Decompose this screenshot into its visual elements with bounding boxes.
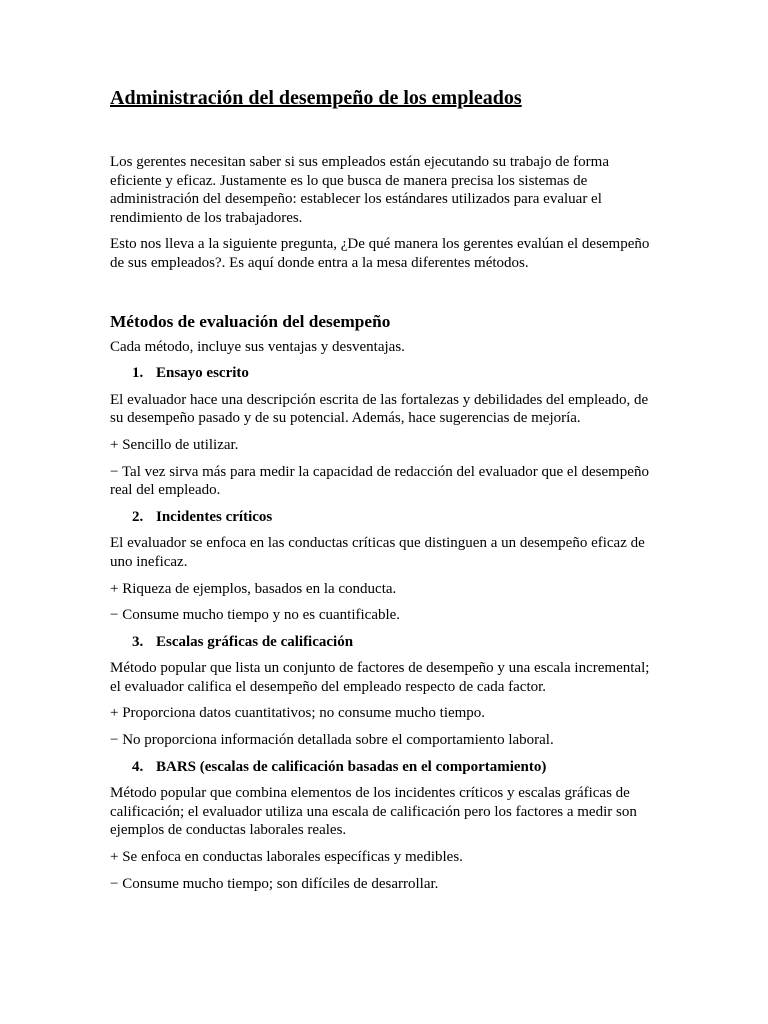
method-heading-3 — [110, 633, 658, 652]
section-heading: Métodos de evaluación del desempeño — [110, 311, 391, 331]
method-pro-4: + Se enfoca en conductas laborales específicas y medibles. — [110, 849, 463, 866]
method-name-2: Incidentes críticos — [156, 508, 273, 525]
method-con-4: − Consume mucho tiempo; son difíciles de desarrollar. — [110, 875, 439, 892]
method-heading-2 — [110, 508, 658, 527]
method-pro-2: + Riqueza de ejemplos, basados en la conducta. — [110, 580, 397, 597]
method-description-3: Método popular que lista un conjunto de factores de desempeño y una escala incremental; el evaluador califica el desempeño del empleado respecto de cada factor. — [110, 660, 650, 695]
method-name-3: Escalas gráficas de calificación — [156, 633, 354, 650]
method-con-1: − Tal vez sirva más para medir la capacidad de redacción del evaluador que el desempeño real del empleado. — [110, 463, 649, 499]
method-heading-1 — [110, 364, 658, 383]
method-pro-3: + Proporciona datos cuantitativos; no consume mucho tiempo. — [110, 705, 486, 722]
method-con-3: − No proporciona información detallada sobre el comportamiento laboral. — [110, 732, 554, 749]
method-description-4: Método popular que combina elementos de los incidentes críticos y escalas gráficas de calificación; el evaluador utiliza una escala de calificación pero los factores a medir son ejemplos de conductas laborales reales. — [110, 785, 637, 839]
method-name-1: Ensayo escrito — [156, 365, 249, 382]
method-con-2: − Consume mucho tiempo y no es cuantificable. — [110, 607, 401, 624]
method-number-2: 2. — [132, 508, 144, 525]
method-number-3: 3. — [132, 633, 144, 650]
intro-paragraph-1: Los gerentes necesitan saber si sus empleados están ejecutando su trabajo de forma eficiente y eficaz. Justamente es lo que busca de manera precisa los sistemas de administración del desempeño: establecer los estándares utilizados para evaluar el rendimiento de los trabajadores. — [110, 154, 609, 226]
method-heading-4 — [110, 758, 658, 777]
method-number-4: 4. — [132, 758, 144, 775]
document-title: Administración del desempeño de los empleados — [110, 87, 522, 109]
method-pro-1: + Sencillo de utilizar. — [110, 436, 239, 453]
method-name-4: BARS (escalas de calificación basadas en el comportamiento) — [156, 758, 547, 775]
intro-paragraph-2: Esto nos lleva a la siguiente pregunta, ¿De qué manera los gerentes evalúan el desempeño de sus empleados?. Es aquí donde entra a la mesa diferentes métodos. — [110, 236, 650, 271]
document-page — [110, 86, 658, 901]
method-number-1: 1. — [132, 365, 144, 382]
section-intro: Cada método, incluye sus ventajas y desventajas. — [110, 338, 405, 355]
method-description-2: El evaluador se enfoca en las conductas críticas que distinguen a un desempeño eficaz de uno ineficaz. — [110, 535, 645, 570]
method-description-1: El evaluador hace una descripción escrita de las fortalezas y debilidades del empleado, de su desempeño pasado y de su potencial. Además, hace sugerencias de mejoría. — [110, 391, 649, 427]
